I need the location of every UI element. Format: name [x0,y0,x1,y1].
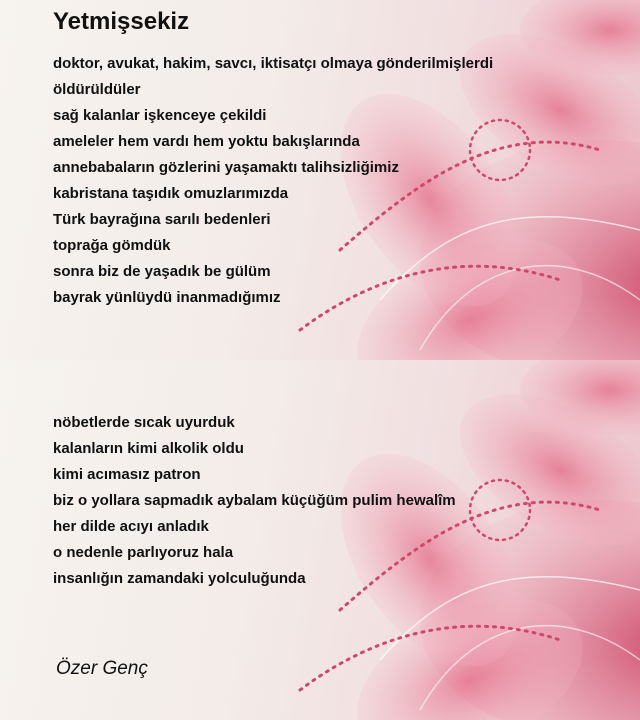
poem-line: ameleler hem vardı hem yoktu bakışlarında [53,133,360,150]
poem-line: her dilde acıyı anladık [53,518,209,535]
poem-line: kimi acımasız patron [53,466,201,483]
poem-line: toprağa gömdük [53,237,171,254]
poem-title: Yetmişsekiz [53,8,190,35]
poem-stanza-2 [53,410,456,592]
poem-stanza-1 [53,51,493,311]
poem-line: kalanların kimi alkolik oldu [53,440,244,457]
poem-line: nöbetlerde sıcak uyurduk [53,414,235,431]
poem-line: kabristana taşıdık omuzlarımızda [53,185,289,202]
poem-line: sağ kalanlar işkenceye çekildi [53,107,267,124]
poem-line: doktor, avukat, hakim, savcı, iktisatçı olmaya gönderilmişlerdi [53,55,494,72]
poem-line: insanlığın zamandaki yolculuğunda [53,570,306,587]
poem-line: sonra biz de yaşadık be gülüm [53,263,271,280]
poem-author: Özer Genç [56,658,148,679]
poem-line: öldürüldüler [53,81,141,98]
poem-line: o nedenle parlıyoruz hala [53,544,234,561]
poem-line: Türk bayrağına sarılı bedenleri [53,211,271,228]
poem-line: bayrak yünlüydü inanmadığımız [53,289,281,306]
poem-line: annebabaların gözlerini yaşamaktı talihsizliğimiz [53,159,399,176]
poem-line: biz o yollara sapmadık aybalam küçüğüm pulim hewalîm [53,492,456,509]
